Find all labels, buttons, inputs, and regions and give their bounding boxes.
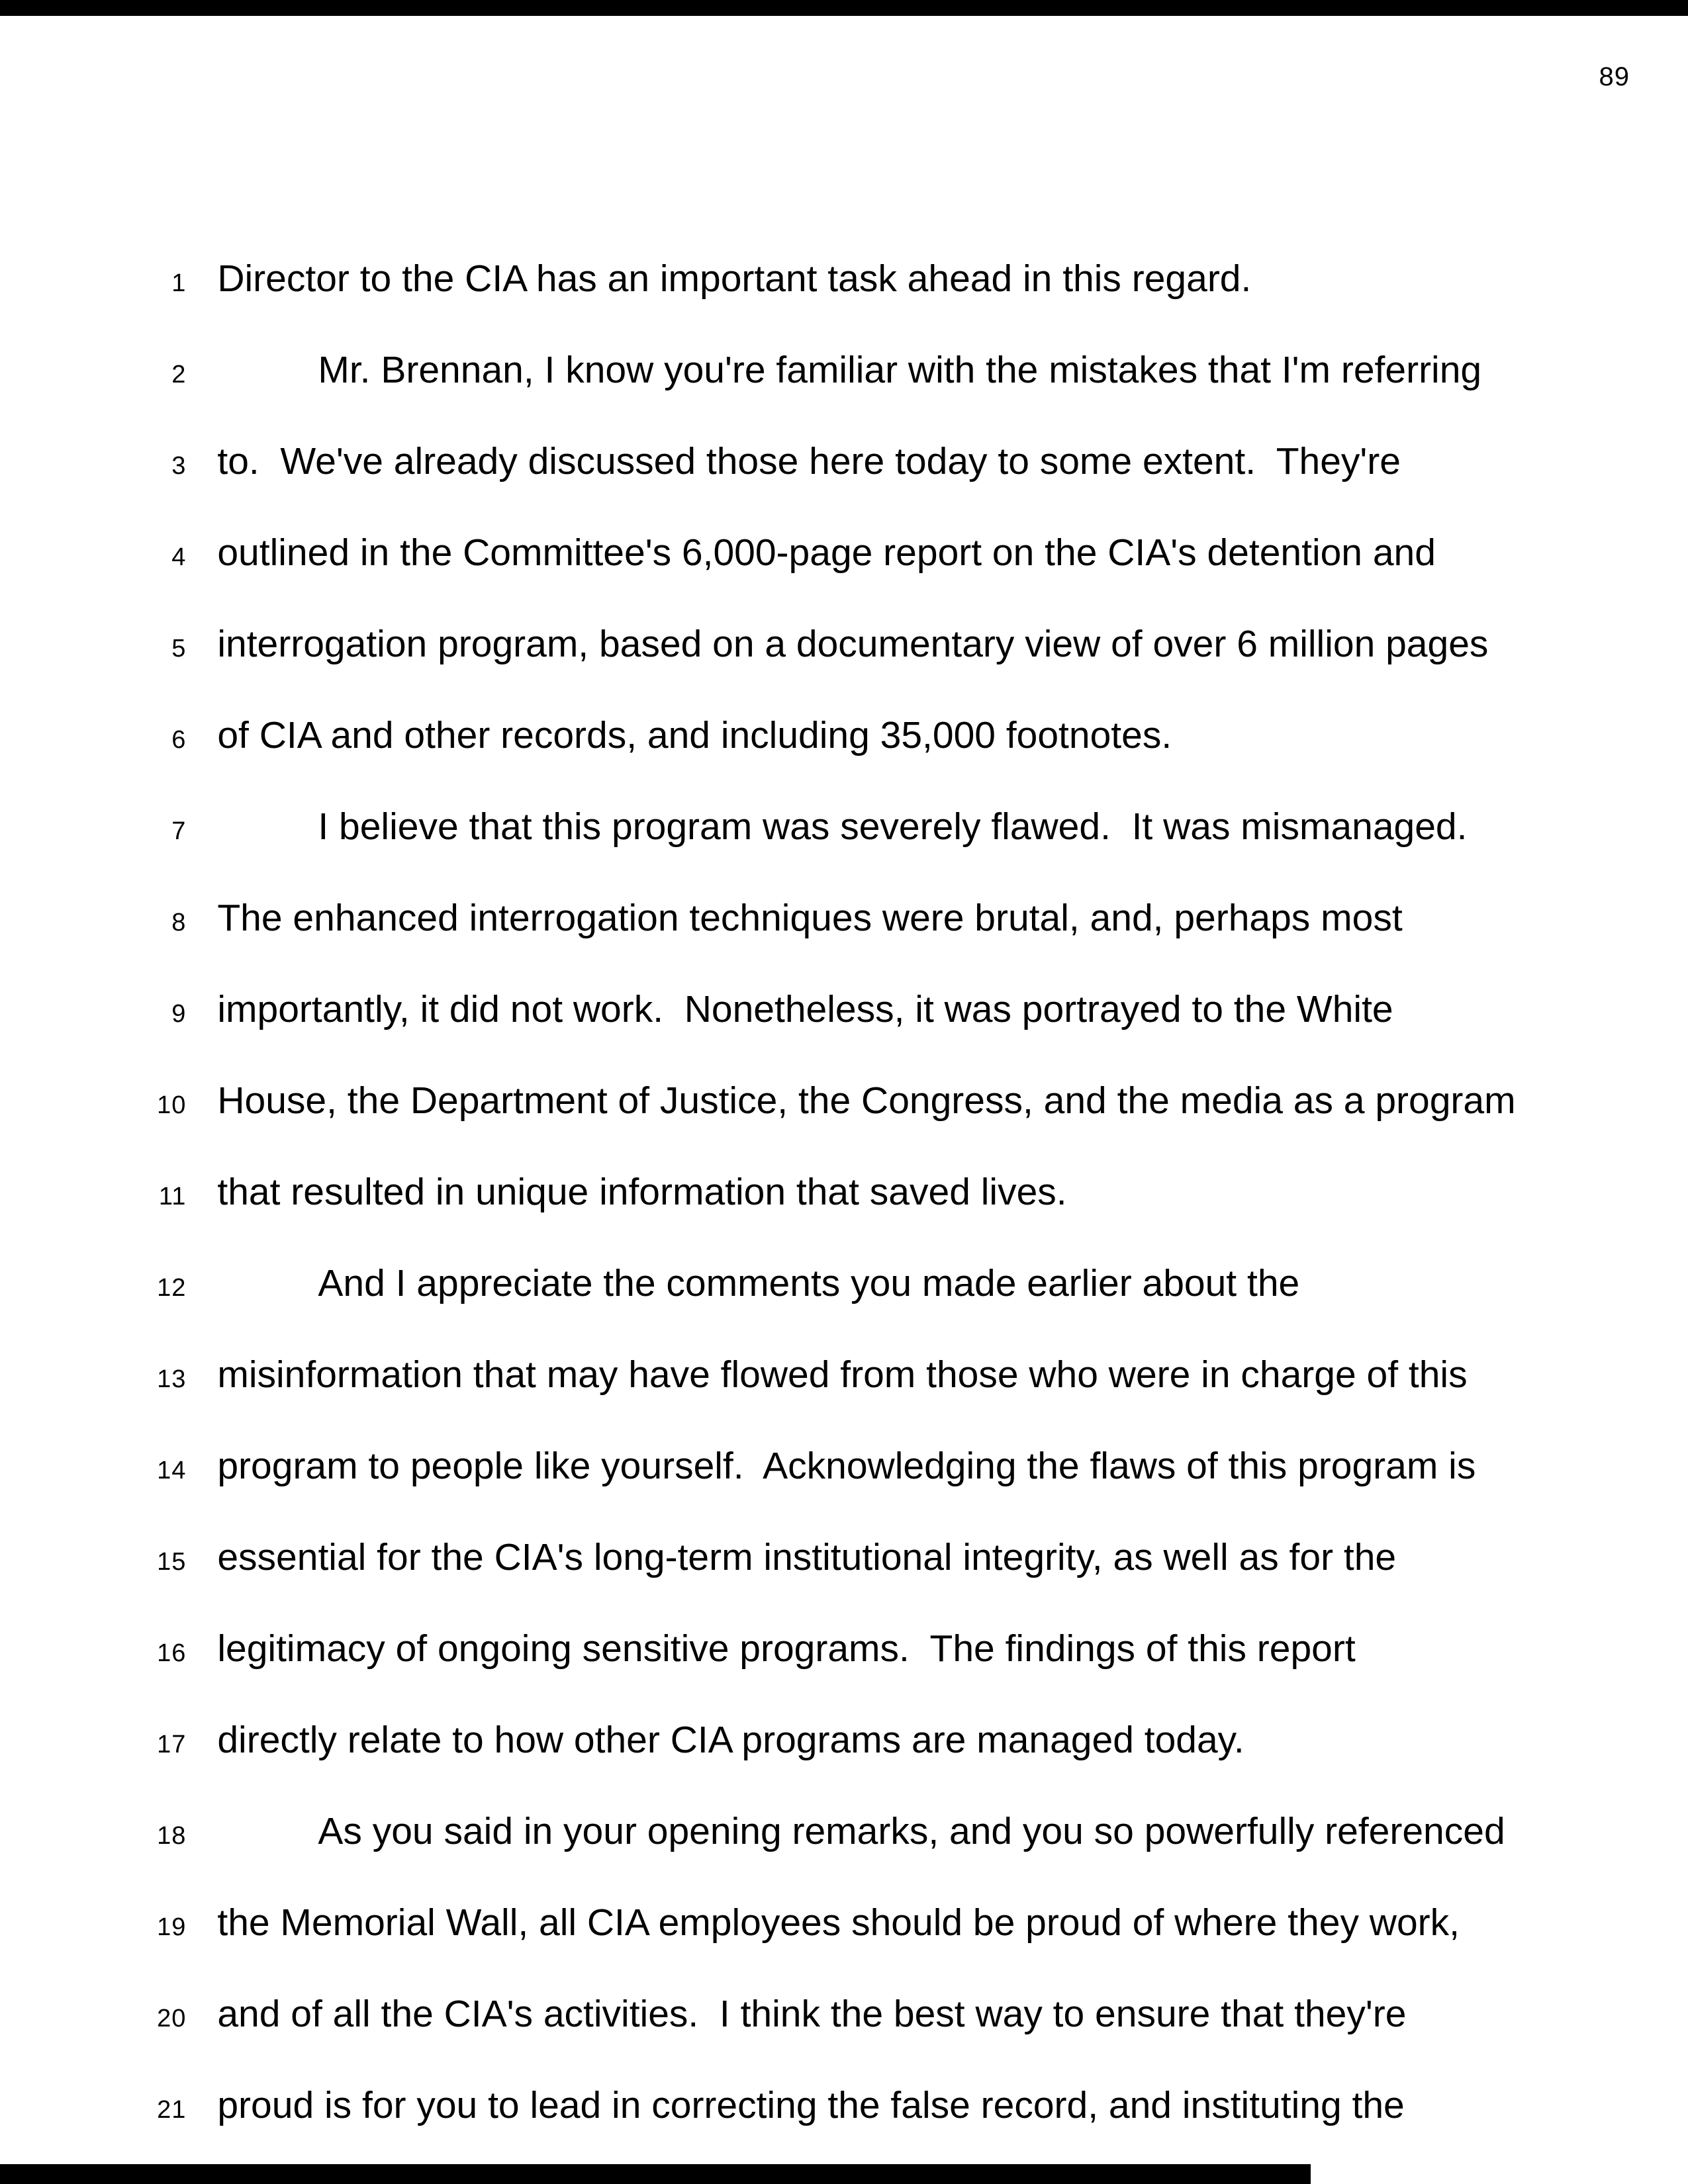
line-number: 4 bbox=[171, 543, 187, 571]
line-text: outlined in the Committee's 6,000-page report on the CIA's detention and bbox=[217, 531, 1436, 574]
line-number: 1 bbox=[171, 269, 187, 297]
line-text: The enhanced interrogation techniques were brutal, and, perhaps most bbox=[217, 897, 1403, 939]
line-text: of CIA and other records, and including 35,000 footnotes. bbox=[217, 714, 1172, 756]
line-text: essential for the CIA's long-term institutional integrity, as well as for the bbox=[217, 1536, 1397, 1578]
scan-artifact-bottom-bar bbox=[0, 2164, 1311, 2184]
line-number: 10 bbox=[157, 1091, 187, 1119]
line-text: and of all the CIA's activities. I think the best way to ensure that they're bbox=[217, 1993, 1407, 2035]
line-number: 18 bbox=[157, 1822, 187, 1850]
line-number: 15 bbox=[157, 1548, 187, 1576]
line-text: Director to the CIA has an important task ahead in this regard. bbox=[217, 257, 1252, 300]
line-number: 20 bbox=[157, 2005, 187, 2032]
line-text: And I appreciate the comments you made earlier about the bbox=[318, 1262, 1300, 1304]
line-text: to. We've already discussed those here today to some extent. They're bbox=[217, 440, 1401, 482]
line-number: 13 bbox=[157, 1365, 187, 1393]
line-number: 6 bbox=[171, 726, 187, 754]
scan-artifact-top-bar bbox=[0, 0, 1688, 16]
line-number: 3 bbox=[171, 452, 187, 480]
line-number: 19 bbox=[157, 1913, 187, 1941]
line-text: misinformation that may have flowed from those who were in charge of this bbox=[217, 1353, 1468, 1396]
line-text: As you said in your opening remarks, and you so powerfully referenced bbox=[318, 1810, 1505, 1852]
line-number: 14 bbox=[157, 1457, 187, 1484]
page-number: 89 bbox=[1599, 62, 1630, 91]
transcript-line bbox=[0, 142, 1688, 300]
line-text: House, the Department of Justice, the Congress, and the media as a program bbox=[217, 1079, 1516, 1122]
line-number: 5 bbox=[171, 635, 187, 662]
line-number: 11 bbox=[158, 1183, 187, 1210]
line-number: 12 bbox=[157, 1274, 187, 1302]
line-number: 16 bbox=[157, 1639, 187, 1667]
line-text: importantly, it did not work. Nonetheless, it was portrayed to the White bbox=[217, 988, 1393, 1030]
line-text: directly relate to how other CIA programs are managed today. bbox=[217, 1719, 1244, 1761]
line-text: that resulted in unique information that saved lives. bbox=[217, 1171, 1067, 1213]
line-number: 9 bbox=[171, 1000, 187, 1028]
line-text: legitimacy of ongoing sensitive programs. The findings of this report bbox=[217, 1627, 1356, 1670]
line-text: I believe that this program was severely flawed. It was mismanaged. bbox=[318, 805, 1468, 848]
line-text: program to people like yourself. Acknowledging the flaws of this program is bbox=[217, 1445, 1476, 1487]
line-number: 21 bbox=[157, 2096, 187, 2124]
line-number: 7 bbox=[171, 817, 187, 845]
line-text: the Memorial Wall, all CIA employees should be proud of where they work, bbox=[217, 1901, 1460, 1944]
line-text: interrogation program, based on a documentary view of over 6 million pages bbox=[217, 623, 1489, 665]
line-number: 17 bbox=[157, 1731, 187, 1758]
line-number: 2 bbox=[171, 361, 187, 388]
line-text: proud is for you to lead in correcting the false record, and instituting the bbox=[217, 2084, 1405, 2126]
transcript-body bbox=[0, 142, 1688, 2126]
line-text: Mr. Brennan, I know you're familiar with the mistakes that I'm referring bbox=[318, 349, 1482, 391]
line-number: 8 bbox=[171, 909, 187, 936]
